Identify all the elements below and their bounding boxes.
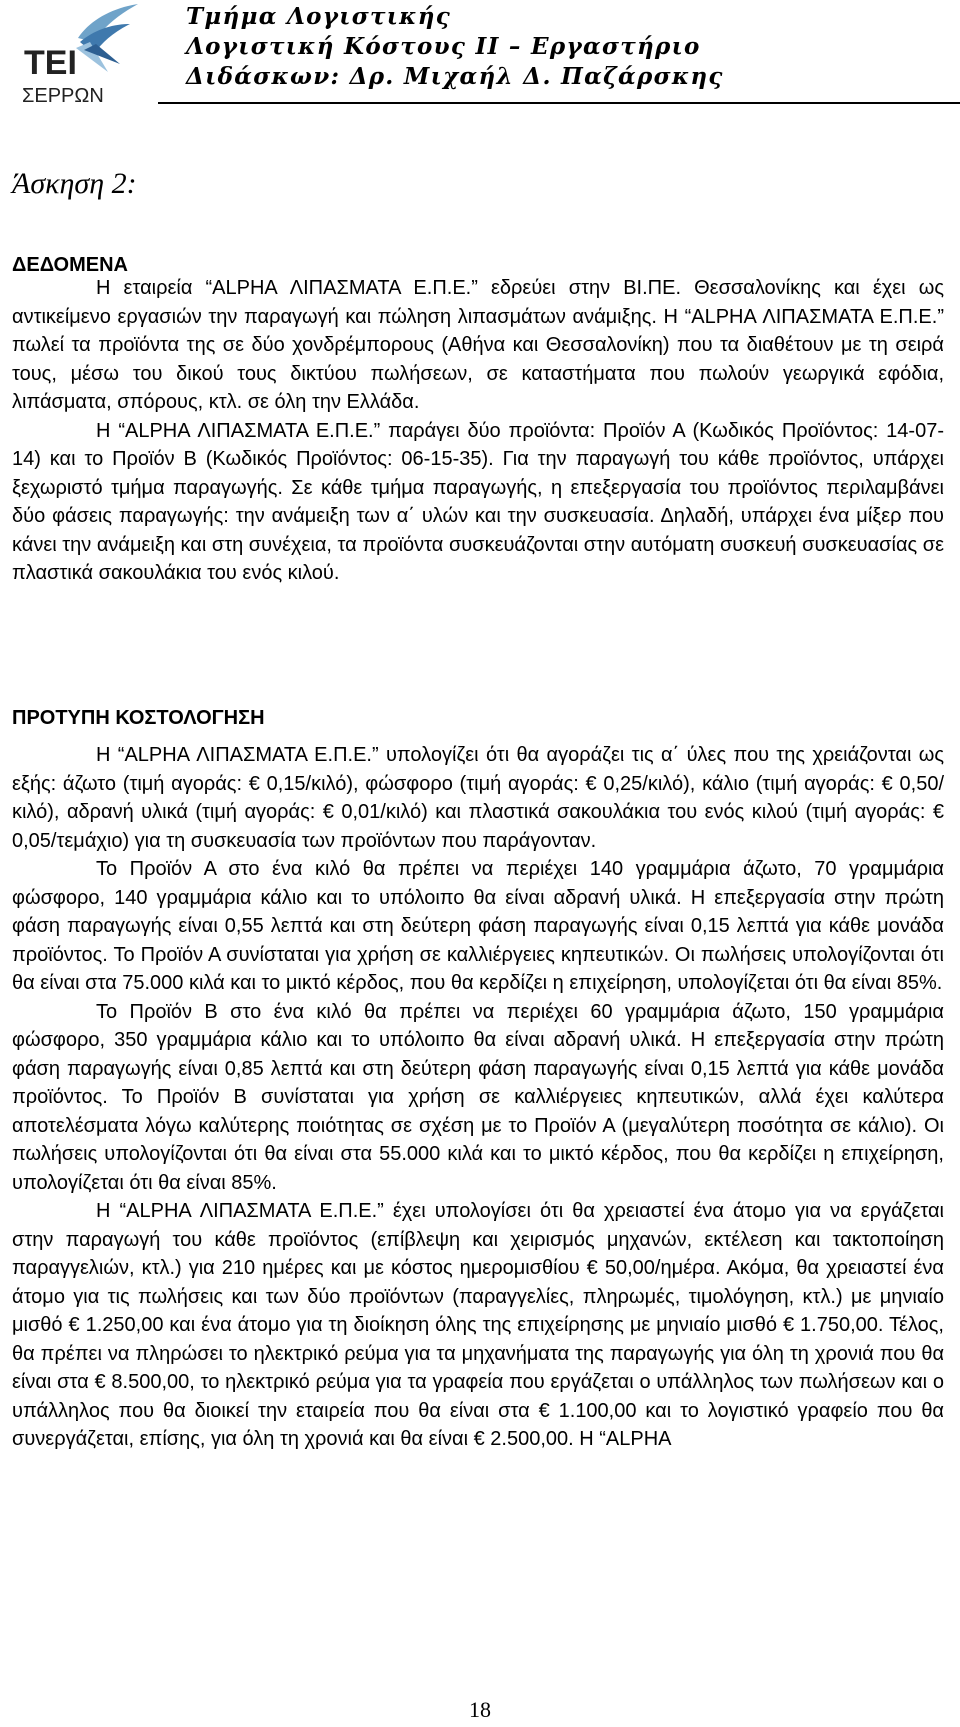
- paragraph: Η “ALPHA ΛΙΠΑΣΜΑΤΑ Ε.Π.Ε.” έχει υπολογίσει ότι θα χρειαστεί ένα άτομο για να εργάζεται στην παραγωγή του κάθε προϊόντος (επίβλεψη και χειρισμός μηχανών, εκτέλεση και τακτοποίηση παραγγελιών, κτλ.) για 210 ημέρες και με κόστος ημερομισθίου € 50,00/ημέρα. Ακόμα, θα χρειαστεί ένα άτομο για τις πωλήσεις και των δύο προϊόντων (παραγγελίες, πληρωμές, τιμολόγηση, κτλ.) με μηνιαίο μισθό € 1.250,00 και ένα άτομο για τη διοίκηση όλης της επιχείρησης με μηνιαίο μισθό € 1.750,00. Τέλος, θα πρέπει να πληρώσει το ηλεκτρικό ρεύμα για τα μηχανήματα της παραγωγής για όλη τη χρονιά που θα είναι στα € 8.500,00, το ηλεκτρικό ρεύμα για τα γραφεία που εργάζεται ο υπάλληλος των πωλήσεων και ο υπάλληλος που θα διοικεί την εταιρεία που θα είναι στα € 1.100,00 και το λογιστικό γραφείο που θα συνεργάζεται, επίσης, για όλη τη χρονιά και θα είναι € 2.500,00. Η “ALPHA: [12, 1200, 944, 1450]
- department-name: Τμήμα Λογιστικής: [186, 3, 452, 30]
- paragraph: Το Προϊόν Α στο ένα κιλό θα πρέπει να περιέχει 140 γραμμάρια άζωτο, 70 γραμμάρια φώσφορο, 140 γραμμάρια κάλιο και το υπόλοιπο θα είναι αδρανή υλικά. Η επεξεργασία στην πρώτη φάση παραγωγής είναι 0,55 λεπτά και στη δεύτερη φάση παραγωγής είναι 0,15 λεπτά για κάθε μονάδα προϊόντος. Το Προϊόν Α συνίσταται για χρήση σε καλλιέργειες κηπευτικών. Οι πωλήσεις υπολογίζονται ότι θα είναι στα 75.000 κιλά και το μικτό κέρδος, που θα κερδίζει η επιχείρηση, υπολογίζεται ότι θα είναι 85%.: [12, 858, 944, 994]
- header-text: [186, 2, 724, 92]
- course-name: Λογιστική Κόστους ΙΙ – Εργαστήριο: [186, 33, 701, 60]
- page-header: [0, 0, 960, 108]
- header-rule: [158, 102, 960, 104]
- tei-serron-logo: [20, 2, 148, 106]
- section-heading-standard-costing: ΠΡΟΤΥΠΗ ΚΟΣΤΟΛΟΓΗΣΗ: [12, 707, 265, 729]
- section-body-standard-costing: [12, 741, 944, 1454]
- logo-text-serron: ΣΕΡΡΩΝ: [22, 85, 104, 106]
- instructor-name: Διδάσκων: Δρ. Μιχαήλ Δ. Παζάρσκης: [186, 63, 724, 90]
- exercise-title: Άσκηση 2:: [12, 167, 137, 200]
- paragraph: Η “ALPHA ΛΙΠΑΣΜΑΤΑ Ε.Π.Ε.” παράγει δύο προϊόντα: Προϊόν Α (Κωδικός Προϊόντος: 14-07-14) και το Προϊόν Β (Κωδικός Προϊόντος: 06-15-35). Για την παραγωγή του κάθε προϊόντος, υπάρχει ξεχωριστό τμήμα παραγωγής. Σε κάθε τμήμα παραγωγής, η επεξεργασία του προϊόντος περιλαμβάνει δύο φάσεις παραγωγής: την ανάμειξη των α΄ υλών και την συσκευασία. Δηλαδή, υπάρχει ένα μίξερ που κάνει την ανάμειξη και στη συνέχεια, τα προϊόντα συσκευάζονται στην αυτόματη συσκευή συσκευασίας σε πλαστικά σακουλάκια του ενός κιλού.: [12, 419, 944, 584]
- paragraph: Το Προϊόν Β στο ένα κιλό θα πρέπει να περιέχει 60 γραμμάρια άζωτο, 150 γραμμάρια φώσφορο, 350 γραμμάρια κάλιο και το υπόλοιπο θα είναι αδρανή υλικά. Η επεξεργασία στην πρώτη φάση παραγωγής είναι 0,85 λεπτά και στη δεύτερη φάση παραγωγής είναι 0,15 λεπτά για κάθε μονάδα προϊόντος. Το Προϊόν Β συνίσταται για χρήση σε καλλιέργειες κηπευτικών, αλλά έχει καλύτερα αποτελέσματα λόγω καλύτερης ποιότητας σε σχέση με το Προϊόν Α (μεγαλύτερη ποσότητα σε κάλιο). Οι πωλήσεις υπολογίζονται ότι θα είναι στα 55.000 κιλά και το μικτό κέρδος, που θα κερδίζει η επιχείρηση, υπολογίζεται ότι θα είναι 85%.: [12, 1000, 944, 1194]
- section-body-data: [12, 274, 944, 588]
- logo-text-tei: ΤΕΙ: [24, 44, 77, 82]
- paragraph: Η εταιρεία “ALPHA ΛΙΠΑΣΜΑΤΑ Ε.Π.Ε.” εδρεύει στην ΒΙ.ΠΕ. Θεσσαλονίκης και έχει ως αντικείμενο εργασιών την παραγωγή και πώληση λιπασμάτων ανάμιξης. Η “ALPHA ΛΙΠΑΣΜΑΤΑ Ε.Π.Ε.” πωλεί τα προϊόντα της σε δύο χονδρέμπορους (Αθήνα και Θεσσαλονίκη) που τα διαθέτουν με τη σειρά τους, μέσω του δικού τους δικτύου πωλήσεων, σε καταστήματα που πωλούν γεωργικά εφόδια, λιπάσματα, σπόρους, κτλ. σε όλη την Ελλάδα.: [12, 277, 944, 413]
- page-number: 18: [469, 1697, 491, 1722]
- section-heading-data: ΔΕΔΟΜΕΝΑ: [12, 254, 128, 276]
- paragraph: Η “ALPHA ΛΙΠΑΣΜΑΤΑ Ε.Π.Ε.” υπολογίζει ότι θα αγοράζει τις α΄ ύλες που της χρειάζονται ως εξής: άζωτο (τιμή αγοράς: € 0,15/κιλό), φώσφορο (τιμή αγοράς: € 0,25/κιλό), κάλιο (τιμή αγοράς: € 0,50/κιλό), αδρανή υλικά (τιμή αγοράς: € 0,01/κιλό) και πλαστικά σακουλάκια του ενός κιλού (τιμή αγοράς: € 0,05/τεμάχιο) για τη συσκευασία των προϊόντων που παράγονταν.: [12, 744, 944, 852]
